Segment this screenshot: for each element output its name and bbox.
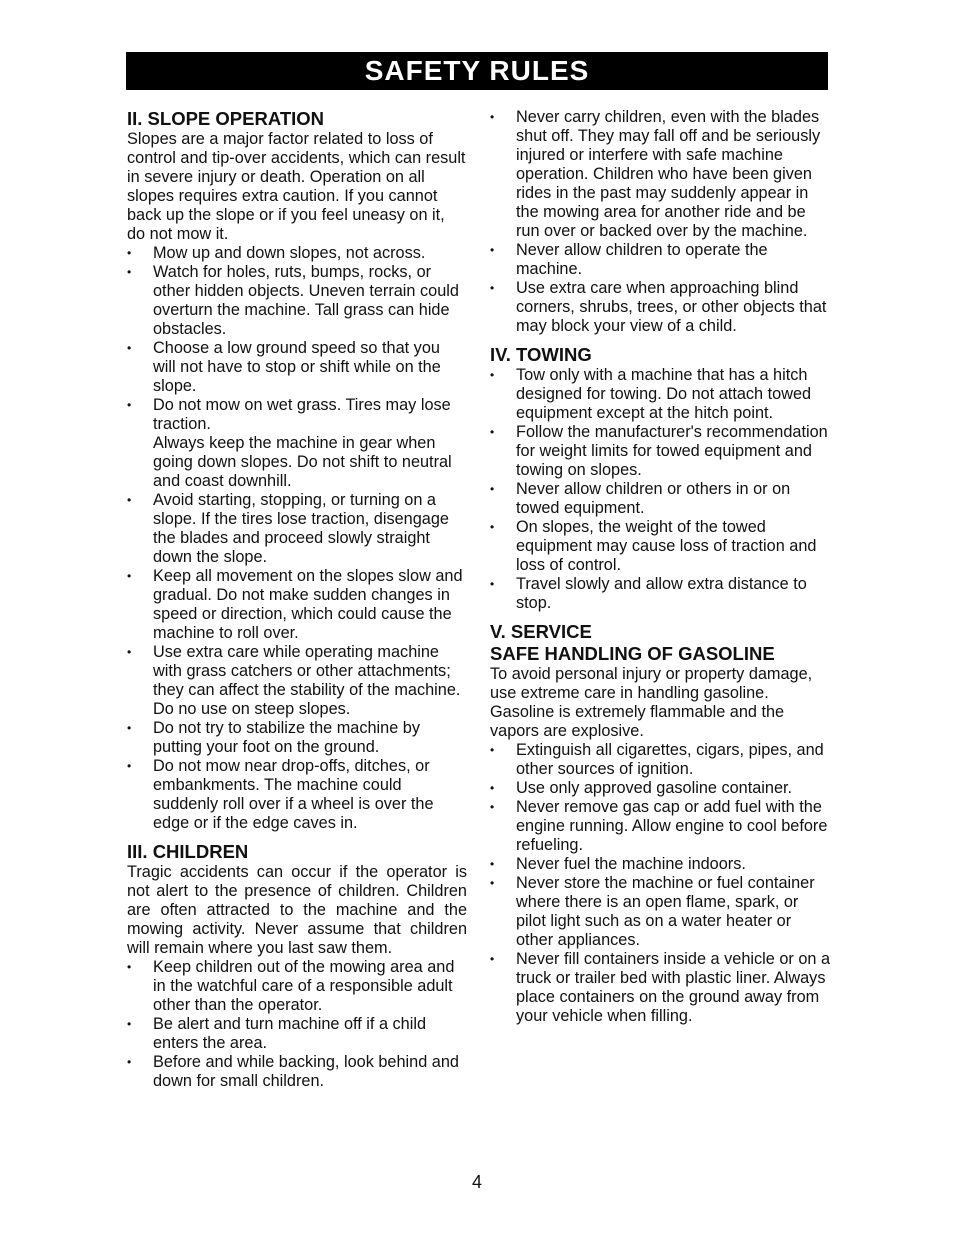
page-number: 4 xyxy=(471,1172,482,1192)
right-column xyxy=(490,108,832,1026)
list-item: • Never allow children or others in or on towed equipment. xyxy=(490,480,832,518)
slope-intro: Slopes are a major factor related to loss of control and tip-over accidents, which can result in severe injury or death. Operation on all slopes requires extra caution. If you cannot back up the slope or if you feel uneasy on it, do not mow it. xyxy=(127,130,466,243)
list-item: • Never fuel the machine indoors. xyxy=(490,855,832,874)
list-item: • Use only approved gasoline container. xyxy=(490,779,832,798)
list-item: • Use extra care when approaching blind corners, shrubs, trees, or other objects that may block your view of a child. xyxy=(490,279,832,336)
list-item: • Never remove gas cap or add fuel with the engine running. Allow engine to cool before refueling. xyxy=(490,798,832,855)
list-item: • Mow up and down slopes, not across. xyxy=(127,244,467,263)
gasoline-subheading: SAFE HANDLING OF GASOLINE xyxy=(490,643,775,664)
service-list xyxy=(490,741,832,1026)
list-item: • On slopes, the weight of the towed equipment may cause loss of traction and loss of control. xyxy=(490,518,832,575)
list-item: • Choose a low ground speed so that you will not have to stop or shift while on the slope. xyxy=(127,339,467,396)
children-intro: Tragic accidents can occur if the operator is not alert to the presence of children. Children are often attracted to the machine and the mowing activity. Never assume that children will remain where you last saw them. xyxy=(127,863,467,957)
slope-list xyxy=(127,244,467,434)
list-item: • Never fill containers inside a vehicle or on a truck or trailer bed with plastic liner. Always place containers on the ground away from your vehicle when filling. xyxy=(490,950,832,1026)
list-item: • Keep children out of the mowing area and in the watchful care of a responsible adult other than the operator. xyxy=(127,958,467,1015)
page-banner: SAFETY RULES xyxy=(126,52,828,90)
list-item: • Watch for holes, ruts, bumps, rocks, or other hidden objects. Uneven terrain could overturn the machine. Tall grass can hide obstacles. xyxy=(127,263,467,339)
children-list xyxy=(127,958,467,1091)
list-item: • Avoid starting, stopping, or turning on a slope. If the tires lose traction, disengage the blades and proceed slowly straight down the slope. xyxy=(127,491,467,567)
slope-operation-heading: II. SLOPE OPERATION xyxy=(127,108,325,129)
list-item: • Be alert and turn machine off if a child enters the area. xyxy=(127,1015,467,1053)
list-item: • Never carry children, even with the blades shut off. They may fall off and be seriously injured or interfere with safe machine operation. Children who have been given rides in the past may suddenly appear in the mowing area for another ride and be run over or backed over by the machine. xyxy=(490,108,832,241)
towing-heading: IV. TOWING xyxy=(490,344,592,365)
left-column xyxy=(127,108,467,1091)
list-item: • Do not mow near drop-offs, ditches, or embankments. The machine could suddenly roll over if a wheel is over the edge or if the edge caves in. xyxy=(127,757,467,833)
service-heading: V. SERVICE xyxy=(490,621,592,642)
towing-list xyxy=(490,366,832,613)
children-list-continued xyxy=(490,108,832,336)
list-item: • Do not try to stabilize the machine by putting your foot on the ground. xyxy=(127,719,467,757)
slope-list-2 xyxy=(127,491,467,833)
list-item: • Never store the machine or fuel container where there is an open flame, spark, or pilot light such as on a water heater or other appliances. xyxy=(490,874,832,950)
list-item: • Extinguish all cigarettes, cigars, pipes, and other sources of ignition. xyxy=(490,741,832,779)
list-item: • Never allow children to operate the machine. xyxy=(490,241,832,279)
service-intro: To avoid personal injury or property damage, use extreme care in handling gasoline. Gasoline is extremely flammable and the vapors are explosive. xyxy=(490,665,813,740)
list-item: • Tow only with a machine that has a hitch designed for towing. Do not attach towed equipment except at the hitch point. xyxy=(490,366,832,423)
children-heading: III. CHILDREN xyxy=(127,841,249,862)
slope-continuation: Always keep the machine in gear when going down slopes. Do not shift to neutral and coast downhill. xyxy=(153,434,452,490)
list-item: • Use extra care while operating machine with grass catchers or other attachments; they can affect the stability of the machine. Do no use on steep slopes. xyxy=(127,643,467,719)
list-item: • Before and while backing, look behind and down for small children. xyxy=(127,1053,467,1091)
list-item: • Keep all movement on the slopes slow and gradual. Do not make sudden changes in speed or direction, which could cause the machine to roll over. xyxy=(127,567,467,643)
list-item: • Travel slowly and allow extra distance to stop. xyxy=(490,575,832,613)
list-item: • Follow the manufacturer's recommendation for weight limits for towed equipment and towing on slopes. xyxy=(490,423,832,480)
list-item: • Do not mow on wet grass. Tires may lose traction. xyxy=(127,396,467,434)
